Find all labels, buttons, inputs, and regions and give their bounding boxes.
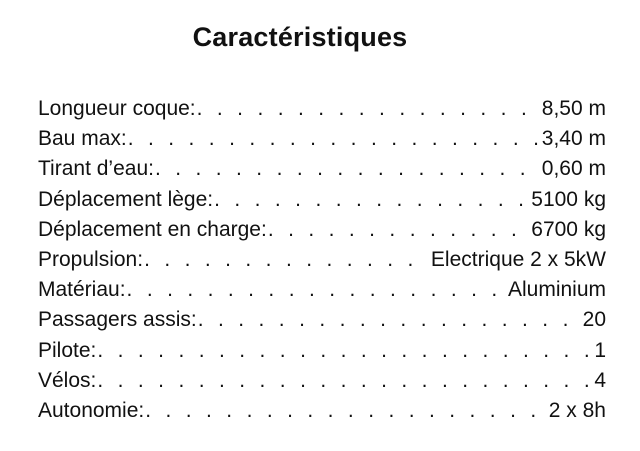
spec-label: Déplacement en charge: [38,217,267,241]
spec-row-bau-max [38,124,606,154]
dot-leader [145,396,545,426]
spec-row-deplacement-lege [38,185,606,215]
spec-label: Autonomie: [38,398,145,422]
spec-row-passagers-assis [38,305,606,335]
spec-label: Vélos: [38,368,97,392]
spec-label: Tirant d’eau: [38,157,154,181]
dot-leader [155,154,538,184]
dot-leader [197,94,538,124]
spec-value: 2 x 8h [548,398,606,422]
page-title: Caractéristiques [192,22,408,52]
dot-leader [97,366,590,396]
dot-leader [144,245,427,275]
dot-leader [198,305,579,335]
spec-value: 0,60 m [541,157,606,181]
spec-label: Propulsion: [38,247,144,271]
spec-value: 6700 kg [531,217,606,241]
spec-row-tirant-eau [38,154,606,184]
spec-row-pilote [38,336,606,366]
spec-row-propulsion [38,245,606,275]
spec-label: Matériau: [38,278,126,302]
spec-label: Passagers assis: [38,308,197,332]
dot-leader [97,336,590,366]
dot-leader [128,124,538,154]
spec-value: Electrique 2 x 5kW [430,247,606,271]
spec-value: 3,40 m [541,127,606,151]
spec-row-autonomie [38,396,606,426]
spec-row-deplacement-charge [38,215,606,245]
spec-label: Déplacement lège: [38,187,214,211]
spec-row-velos [38,366,606,396]
spec-value: 5100 kg [531,187,606,211]
spec-label: Bau max: [38,127,127,151]
spec-value: 4 [594,368,606,392]
spec-list [38,94,606,426]
spec-value: 8,50 m [541,97,606,120]
spec-value: 1 [594,338,606,362]
dot-leader [268,215,527,245]
dot-leader [127,275,504,305]
spec-label: Pilote: [38,338,97,362]
spec-label: Longueur coque: [38,97,196,120]
spec-row-longueur-coque [38,94,606,124]
dot-leader [214,185,527,215]
spec-value: 20 [582,308,606,332]
spec-value: Aluminium [507,278,606,302]
spec-row-materiau [38,275,606,305]
